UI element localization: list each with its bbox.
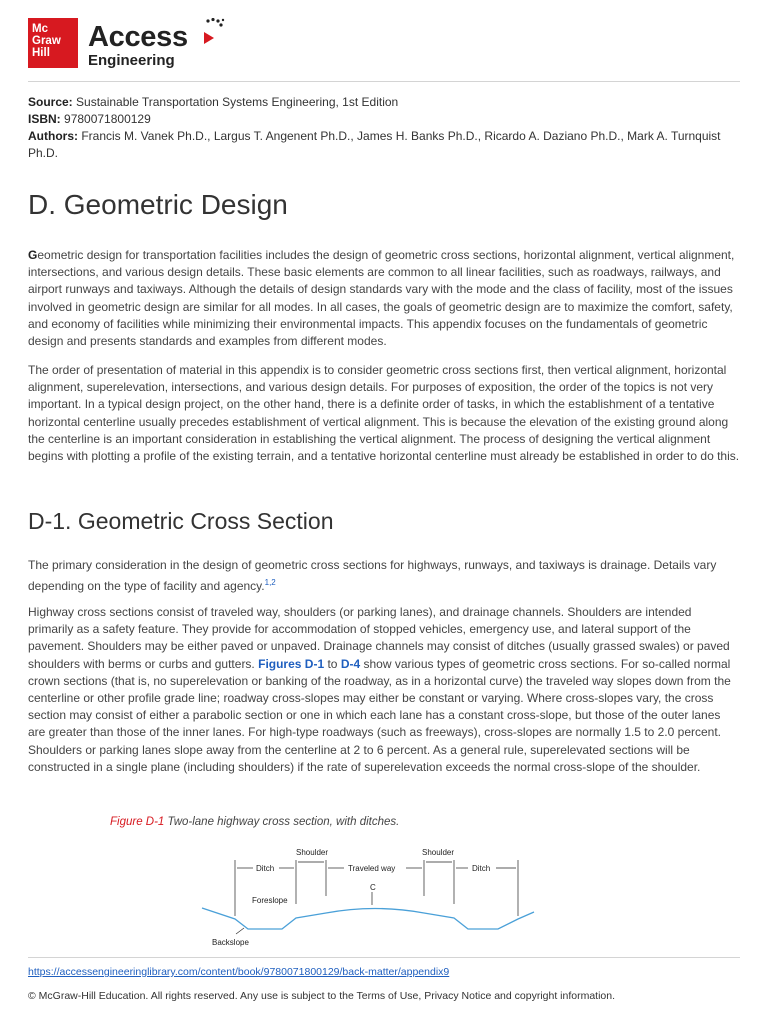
section-title: D. Geometric Design [28,189,288,220]
source-label: Source: [28,95,73,109]
source-value: Sustainable Transportation Systems Engineering, 1st Edition [76,95,399,109]
figure-caption [110,816,399,828]
figure-caption-text: Two-lane highway cross section, with ditches. [164,816,400,828]
access-engineering-subtitle: Engineering [88,52,175,69]
drop-cap: G [28,248,38,262]
section-paragraph-2: The order of presentation of material in this appendix is to consider geometric cross sections first, then vertical alignment, horizontal alignment, superelevation, intersections, and various design details. For purposes of exposition, the order of the topics is not very important. In a typical design project, on the other hand, there is a definite order of tasks, in which the establishment of a tentative horizontal centerline usually precedes establishment of vertical alignment. This is because the elevation of the existing ground along the centerline is an important consideration in establishing the vertical alignment. The process of designing the vertical alignment begins with plotting a profile of the existing terrain, and a tentative horizontal centerline must already be established in order to do this. [28,363,740,464]
backslope-pointer [236,928,244,934]
traveled-way-label: Traveled way [348,864,396,873]
source-line [28,94,740,111]
link-connector: to [324,656,341,671]
cross-section-figure [196,842,536,952]
isbn-line [28,111,740,128]
authors-label: Authors: [28,129,78,143]
backslope-label: Backslope [212,938,249,947]
subsection-paragraph-2-text-b: show various types of geometric cross sections. For so-called normal crown sections (that is, no superelevation or banking of the roadway, as in a horizontal curve) the traveled way slopes down from the centerline or other profile grade line; roadway cross-slopes may either be constant or varying. Where cross-slopes vary, the cross section may consist of either a parabolic section or one in which each lane has a constant cross-slope, but those of the outer lanes are greater than those of the inner lanes. For high-type roadways (such as freeways), cross-slopes are normally 1.5 to 2.0 percent. Shoulders or parking lanes slope away from the centerline at 2 to 6 percent. As a general rule, superelevated sections will be constructed in a single plane (including shoulders) if the rate of superelevation exceeds the normal cross-slope of the shoulder. [28,656,731,774]
ditch-left-label: Ditch [256,864,275,873]
subsection-paragraph-1 [28,557,740,595]
reference-superscript[interactable]: 1,2 [264,578,276,588]
shoulder-right-label: Shoulder [422,848,455,857]
ditch-right-label: Ditch [472,864,491,873]
mcgraw-hill-logo[interactable]: Mc Graw Hill [28,18,78,68]
isbn-value: 9780071800129 [64,112,151,126]
shoulder-left-label: Shoulder [296,848,329,857]
foreslope-label: Foreslope [252,896,288,905]
figure-d1-link[interactable]: Figures D-1 [258,656,325,671]
figure-d4-link[interactable]: D-4 [340,656,361,671]
subsection-paragraph-2 [28,604,740,776]
authors-line [28,128,740,162]
isbn-label: ISBN: [28,112,61,126]
subsection-paragraph-2-text-a: Highway cross sections consist of traveled way, shoulders (or parking lanes), and drainage channels. Shoulders are intended primarily as a safety feature. They provide for accommodation of stopped vehicles, emergency use, and lateral support of the pavement. Shoulders may be either paved or unpaved. Drainage channels may consist of ditches (usually grassed swales) or paved shoulders with berms or curbs and gutters. [28,605,730,671]
section-paragraph-1-text: eometric design for transportation facilities includes the design of geometric cross sections, horizontal alignment, vertical alignment, intersections, and various design details. These basic elements are common to all linear facilities, such as roadways, railways, and airport runways and taxiways. Although the details of design standards vary with the mode and the class of facility, most of the issues involved in geometric design are similar for all modes. In all cases, the goals of geometric design are to maximize the comfort, safety, and economy of facilities while minimizing their environmental impacts. This appendix focuses on the fundamentals of geometric design and presents standards and examples from different modes. [28,248,735,349]
figure-label[interactable]: Figure D-1 [110,816,165,828]
subsection-title: D-1. Geometric Cross Section [28,508,334,534]
header-divider [28,81,740,82]
footer-divider [28,957,740,958]
access-arrow-icon [202,18,232,54]
access-engineering-title[interactable]: Access [88,21,188,53]
ground-profile [202,908,534,929]
subsection-paragraph-1-text: The primary consideration in the design of geometric cross sections for highways, runways, and taxiways is drainage. Details vary depending on the type of facility and agency. [28,558,717,594]
footer-url-link[interactable]: https://accessengineeringlibrary.com/content/book/9780071800129/back-matter/appendix9 [28,966,450,978]
footer-copyright: © McGraw-Hill Education. All rights reserved. Any use is subject to the Terms of Use, Privacy Notice and copyright information. [28,990,616,1002]
authors-value: Francis M. Vanek Ph.D., Largus T. Angenent Ph.D., James H. Banks Ph.D., Ricardo A. Daziano Ph.D., Mark A. Turnquist Ph.D. [28,129,721,160]
centerline-label: C [370,883,376,892]
section-paragraph-1 [28,247,740,350]
